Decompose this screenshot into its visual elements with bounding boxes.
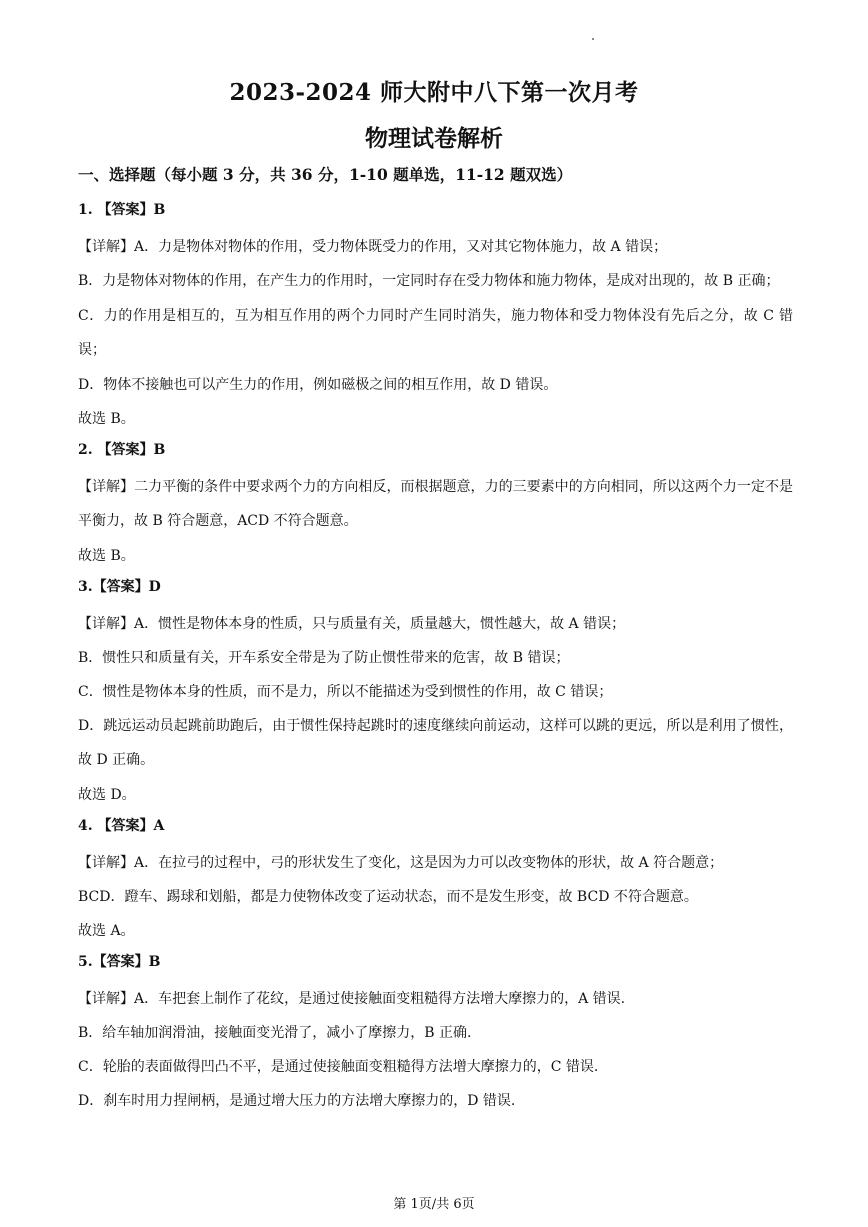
explanation-line: B．力是物体对物体的作用，在产生力的作用时，一定同时存在受力物体和施力物体，是成对出现的，故 B 正确； <box>78 273 780 289</box>
explanation-line: C．惯性是物体本身的性质，而不是力，所以不能描述为受到惯性的作用，故 C 错误； <box>78 683 613 700</box>
explanation-line: D．跳远运动员起跳前助跑后，由于惯性保持起跳时的速度继续向前运动，这样可以跳的更远，所以是利用了惯性，故 D 正确。 <box>78 717 793 768</box>
explanation-line: D．刹车时用力捏闸柄，是通过增大压力的方法增大摩擦力的，D 错误. <box>78 1092 516 1109</box>
answer-label: 2. 【答案】B <box>78 441 166 458</box>
conclusion-line: 故选 D。 <box>78 786 136 803</box>
answer-body <box>78 196 793 1118</box>
question-1 <box>78 196 793 436</box>
answer-label: 1. 【答案】B <box>78 202 166 218</box>
answer-label: 4. 【答案】A <box>78 817 165 834</box>
question-5 <box>78 948 793 1118</box>
page-number: 第 1页/共 6页 <box>393 1197 475 1212</box>
explanation-line: BCD．蹬车、踢球和划船，都是力使物体改变了运动状态，而不是发生形变，故 BCD 不符合题意。 <box>78 888 698 905</box>
answer-label: 3.【答案】D <box>78 578 161 595</box>
document-title: 2023-2024 师大附中八下第一次月考 <box>229 79 639 106</box>
explanation-line: 【详解】A．惯性是物体本身的性质，只与质量有关，质量越大，惯性越大，故 A 错误； <box>78 615 626 632</box>
section-heading: 一、选择题（每小题 3 分，共 36 分，1-10 题单选，11-12 题双选） <box>78 165 573 184</box>
explanation-line: C．轮胎的表面做得凹凸不平，是通过使接触面变粗糙得方法增大摩擦力的，C 错误. <box>78 1058 599 1075</box>
question-3 <box>78 573 793 812</box>
scan-speck <box>592 38 594 40</box>
document-subtitle: 物理试卷解析 <box>365 125 503 152</box>
conclusion-line: 故选 B。 <box>78 410 135 427</box>
explanation-line: B．惯性只和质量有关，开车系安全带是为了防止惯性带来的危害，故 B 错误； <box>78 649 570 666</box>
explanation-line: C．力的作用是相互的，互为相互作用的两个力同时产生同时消失，施力物体和受力物体没有先后之分，故 C 错误； <box>78 307 793 358</box>
answer-label: 5.【答案】B <box>78 953 161 970</box>
explanation-line: 【详解】A．车把套上制作了花纹，是通过使接触面变粗糙得方法增大摩擦力的，A 错误. <box>78 990 626 1007</box>
explanation-line: B．给车轴加润滑油，接触面变光滑了，减小了摩擦力，B 正确. <box>78 1024 472 1041</box>
question-2 <box>78 436 793 573</box>
conclusion-line: 故选 B。 <box>78 547 135 564</box>
conclusion-line: 故选 A。 <box>78 922 135 939</box>
explanation-line: 【详解】A．力是物体对物体的作用，受力物体既受力的作用，又对其它物体施力，故 A 错误； <box>78 239 668 255</box>
explanation-line: 【详解】二力平衡的条件中要求两个力的方向相反，而根据题意，力的三要素中的方向相同，所以这两个力一定不是平衡力，故 B 符合题意，ACD 不符合题意。 <box>78 478 793 529</box>
explanation-line: 【详解】A．在拉弓的过程中，弓的形状发生了变化，这是因为力可以改变物体的形状，故 A 符合题意； <box>78 854 724 871</box>
question-4 <box>78 812 793 948</box>
explanation-line: D．物体不接触也可以产生力的作用，例如磁极之间的相互作用，故 D 错误。 <box>78 376 558 393</box>
